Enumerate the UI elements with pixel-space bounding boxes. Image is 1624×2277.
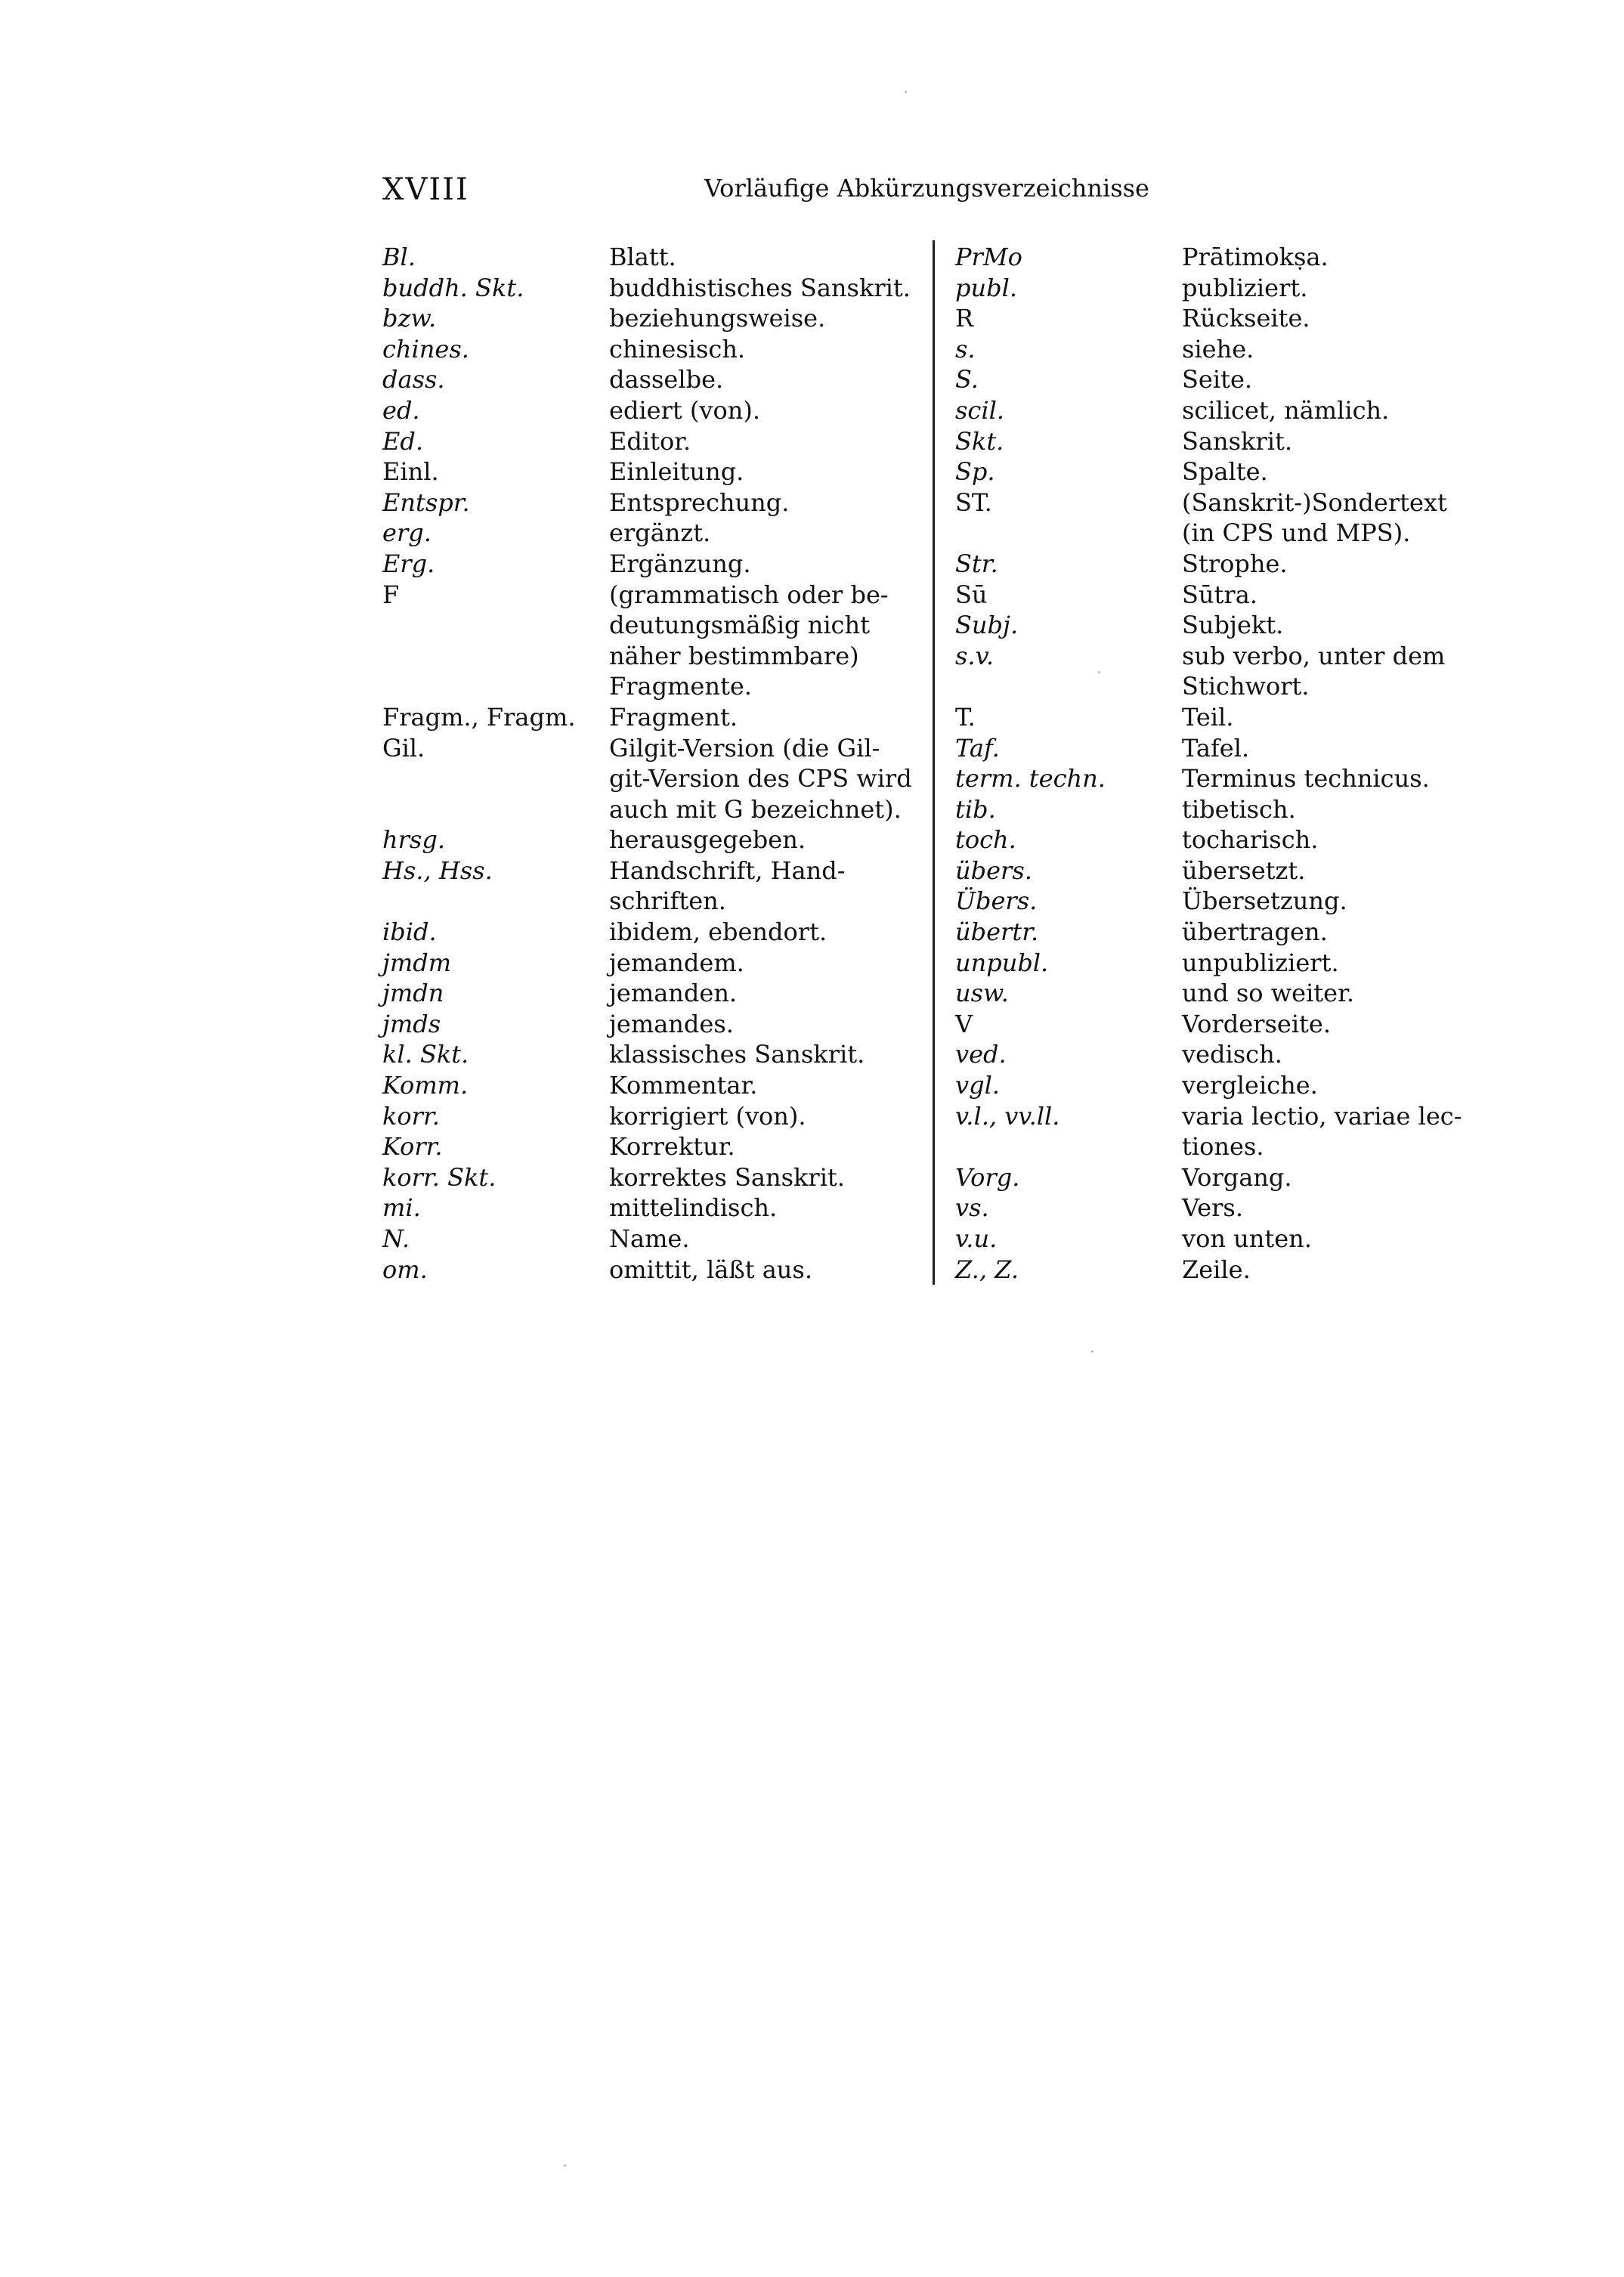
entry-expansion: Ergänzung. [609, 549, 751, 578]
entry-expansion: Handschrift, Hand- [609, 855, 846, 885]
entry-expansion: (in CPS und MPS). [1182, 518, 1411, 548]
column-divider [933, 240, 935, 1285]
entry-abbreviation: usw. [955, 979, 1009, 1008]
entry-expansion: Name. [609, 1224, 690, 1253]
entry-row [382, 303, 926, 334]
entry-expansion: Vers. [1182, 1193, 1243, 1223]
entry-abbreviation: PrMo [955, 243, 1022, 271]
entry-abbreviation: v.u. [955, 1224, 998, 1253]
entry-abbreviation: R [955, 304, 974, 333]
entry-expansion: Strophe. [1182, 549, 1288, 578]
entry-abbreviation: bzw. [382, 304, 437, 333]
entry-row [382, 549, 926, 580]
entry-expansion: Terminus technicus. [1182, 764, 1430, 794]
entry-abbreviation: scil. [955, 395, 1004, 425]
entry-expansion: Stichwort. [1182, 672, 1310, 701]
entry-row [955, 948, 1514, 979]
entry-abbreviation: ibid. [382, 917, 437, 947]
entry-row [382, 487, 926, 518]
entry-row [382, 733, 926, 764]
entry-abbreviation: Hs., Hss. [382, 855, 493, 885]
entry-expansion: Übersetzung. [1182, 886, 1347, 916]
entry-row [955, 456, 1514, 487]
entry-row [955, 1224, 1514, 1255]
entry-abbreviation: v.l., vv.ll. [955, 1101, 1060, 1131]
entry-abbreviation: Sū [955, 580, 988, 609]
entry-row [955, 763, 1514, 794]
entry-row [382, 610, 926, 641]
entry-row [955, 334, 1514, 365]
entry-abbreviation: Z., Z. [955, 1255, 1019, 1284]
entry-row [955, 487, 1514, 518]
entry-row [955, 1070, 1514, 1101]
entry-abbreviation: Sp. [955, 457, 995, 487]
entry-abbreviation: korr. Skt. [382, 1162, 496, 1192]
entry-row [382, 580, 926, 611]
entry-row [382, 1070, 926, 1101]
abbreviation-column-right [955, 242, 1514, 1285]
entry-abbreviation: Einl. [382, 457, 439, 487]
entry-abbreviation: Korr. [382, 1132, 443, 1162]
entry-expansion: Subjekt. [1182, 611, 1284, 640]
entry-abbreviation: Gil. [382, 733, 425, 763]
entry-row [382, 671, 926, 702]
entry-row [955, 1255, 1514, 1285]
entry-expansion: Teil. [1182, 702, 1234, 732]
entry-expansion: siehe. [1182, 334, 1254, 364]
entry-row [382, 242, 926, 273]
entry-expansion: schriften. [609, 886, 726, 916]
entry-expansion: Sūtra. [1182, 580, 1257, 609]
entry-expansion: Prātimokṣa. [1182, 243, 1329, 271]
entry-row [382, 1162, 926, 1193]
entry-abbreviation: vs. [955, 1193, 989, 1223]
entry-abbreviation: Taf. [955, 733, 1000, 763]
entry-row [955, 610, 1514, 641]
entry-row [955, 1101, 1514, 1132]
entry-abbreviation: ed. [382, 395, 420, 425]
entry-abbreviation: s.v. [955, 641, 995, 670]
entry-row [955, 794, 1514, 825]
entry-expansion: Vorgang. [1182, 1162, 1292, 1192]
entry-expansion: scilicet, nämlich. [1182, 395, 1390, 425]
entry-row [955, 549, 1514, 580]
entry-row [382, 794, 926, 825]
entry-row [382, 702, 926, 733]
entry-abbreviation: Bl. [382, 243, 416, 271]
entry-expansion: übersetzt. [1182, 855, 1306, 885]
entry-abbreviation: Fragm., Fragm. [382, 702, 576, 732]
entry-row [382, 886, 926, 917]
entry-row [955, 917, 1514, 948]
entry-abbreviation: N. [382, 1224, 410, 1253]
entry-row [382, 1224, 926, 1255]
entry-row [955, 824, 1514, 855]
entry-abbreviation: übertr. [955, 917, 1039, 947]
entry-abbreviation: term. techn. [955, 764, 1106, 794]
entry-expansion: tiones. [1182, 1132, 1264, 1162]
entry-abbreviation: T. [955, 702, 976, 732]
entry-row [955, 518, 1514, 549]
entry-row [955, 1039, 1514, 1070]
entry-expansion: (Sanskrit-)Sondertext [1182, 487, 1447, 517]
entry-row [382, 1193, 926, 1224]
entry-abbreviation: ved. [955, 1040, 1007, 1069]
entry-abbreviation: Vorg. [955, 1162, 1020, 1192]
scan-speck [1091, 1350, 1093, 1353]
entry-expansion: git-Version des CPS wird [609, 764, 912, 794]
entry-row [382, 273, 926, 304]
entry-row [382, 917, 926, 948]
entry-row [955, 978, 1514, 1009]
entry-row [955, 886, 1514, 917]
entry-abbreviation: jmdm [382, 948, 452, 977]
entry-abbreviation [382, 610, 609, 641]
entry-expansion: sub verbo, unter dem [1182, 641, 1446, 670]
entry-abbreviation: Übers. [955, 886, 1038, 916]
entry-abbreviation: Ed. [382, 426, 424, 456]
entry-abbreviation: buddh. Skt. [382, 273, 524, 302]
entry-row [955, 303, 1514, 334]
entry-row [955, 1131, 1514, 1162]
entry-row [382, 1039, 926, 1070]
entry-expansion: publiziert. [1182, 273, 1308, 302]
entry-expansion: übertragen. [1182, 917, 1328, 947]
entry-expansion: Gilgit-Version (die Gil- [609, 733, 880, 763]
entry-row [955, 702, 1514, 733]
entry-expansion: herausgegeben. [609, 825, 806, 855]
entry-expansion: von unten. [1182, 1224, 1312, 1253]
entry-row [382, 763, 926, 794]
entry-row [382, 1131, 926, 1162]
entry-row [382, 395, 926, 426]
entry-expansion: jemanden. [609, 979, 738, 1008]
entry-row [955, 580, 1514, 611]
entry-row [955, 242, 1514, 273]
entry-expansion: jemandes. [609, 1009, 734, 1038]
entry-expansion: unpubliziert. [1182, 948, 1339, 977]
entry-row [382, 518, 926, 549]
entry-expansion: tocharisch. [1182, 825, 1319, 855]
entry-row [382, 364, 926, 395]
entry-expansion: beziehungsweise. [609, 304, 826, 333]
entry-abbreviation: V [955, 1009, 973, 1038]
entry-expansion: Vorderseite. [1182, 1009, 1332, 1038]
entry-row [955, 426, 1514, 457]
entry-abbreviation: hrsg. [382, 825, 445, 855]
entry-row [382, 426, 926, 457]
entry-abbreviation: Komm. [382, 1071, 469, 1100]
entry-abbreviation [382, 671, 609, 702]
entry-abbreviation: übers. [955, 855, 1032, 885]
entry-abbreviation: unpubl. [955, 948, 1049, 977]
entry-abbreviation [955, 1131, 1182, 1162]
entry-expansion: Spalte. [1182, 457, 1268, 487]
entry-abbreviation: Subj. [955, 611, 1019, 640]
entry-expansion: Blatt. [609, 243, 676, 271]
entry-expansion: Zeile. [1182, 1255, 1251, 1284]
entry-abbreviation: toch. [955, 825, 1016, 855]
entry-expansion: und so weiter. [1182, 979, 1355, 1008]
entry-abbreviation: tib. [955, 794, 996, 824]
entry-expansion: deutungsmäßig nicht [609, 611, 870, 640]
entry-expansion: auch mit G bezeichnet). [609, 794, 902, 824]
entry-expansion: Fragmente. [609, 672, 752, 701]
entry-row [382, 978, 926, 1009]
entry-expansion: Seite. [1182, 365, 1253, 394]
entry-expansion: Editor. [609, 426, 691, 456]
entry-expansion: mittelindisch. [609, 1193, 778, 1223]
entry-row [382, 824, 926, 855]
entry-row [382, 1009, 926, 1040]
entry-abbreviation [955, 671, 1182, 702]
entry-abbreviation [955, 518, 1182, 549]
entry-abbreviation: korr. [382, 1101, 440, 1131]
entry-expansion: Entsprechung. [609, 487, 790, 517]
entry-expansion: Korrektur. [609, 1132, 735, 1162]
entry-expansion: tibetisch. [1182, 794, 1296, 824]
entry-expansion: korrektes Sanskrit. [609, 1162, 845, 1192]
entry-abbreviation: S. [955, 365, 979, 394]
entry-row [955, 1009, 1514, 1040]
entry-expansion: korrigiert (von). [609, 1101, 806, 1131]
entry-abbreviation: chines. [382, 334, 469, 364]
entry-row [382, 1101, 926, 1132]
entry-row [955, 1193, 1514, 1224]
entry-abbreviation [382, 763, 609, 794]
entry-row [955, 855, 1514, 886]
entry-expansion: ediert (von). [609, 395, 761, 425]
entry-expansion: ergänzt. [609, 518, 711, 548]
scan-speck [1098, 671, 1100, 673]
entry-abbreviation: s. [955, 334, 976, 364]
entry-expansion: jemandem. [609, 948, 744, 977]
entry-abbreviation: kl. Skt. [382, 1040, 469, 1069]
entry-row [382, 948, 926, 979]
abbreviation-column-left [382, 242, 926, 1285]
entry-expansion: vergleiche. [1182, 1071, 1318, 1100]
entry-abbreviation: F [382, 580, 400, 609]
entry-row [955, 395, 1514, 426]
entry-abbreviation: Erg. [382, 549, 435, 578]
entry-abbreviation: jmds [382, 1009, 441, 1038]
entry-abbreviation: mi. [382, 1193, 421, 1223]
entry-abbreviation: erg. [382, 518, 432, 548]
entry-expansion: Sanskrit. [1182, 426, 1292, 456]
entry-row [955, 641, 1514, 672]
entry-row [382, 855, 926, 886]
entry-abbreviation: dass. [382, 365, 445, 394]
entry-expansion: Rückseite. [1182, 304, 1310, 333]
running-head-title: Vorläufige Abkürzungsverzeichnisse [704, 174, 1149, 203]
entry-row [955, 364, 1514, 395]
entry-row [955, 1162, 1514, 1193]
scan-speck [905, 91, 907, 93]
entry-expansion: näher bestimmbare) [609, 641, 859, 670]
entry-expansion: chinesisch. [609, 334, 746, 364]
entry-abbreviation: Entspr. [382, 487, 470, 517]
entry-row [955, 733, 1514, 764]
scan-speck [564, 2164, 566, 2167]
entry-abbreviation: Str. [955, 549, 998, 578]
entry-abbreviation [382, 886, 609, 917]
entry-expansion: vedisch. [1182, 1040, 1282, 1069]
entry-abbreviation: ST. [955, 487, 992, 517]
entry-expansion: dasselbe. [609, 365, 724, 394]
entry-row [382, 334, 926, 365]
entry-expansion: Tafel. [1182, 733, 1250, 763]
page-number: XVIII [382, 172, 469, 207]
entry-abbreviation: publ. [955, 273, 1017, 302]
entry-abbreviation: om. [382, 1255, 428, 1284]
entry-abbreviation [382, 641, 609, 672]
entry-expansion: klassisches Sanskrit. [609, 1040, 865, 1069]
entry-expansion: Fragment. [609, 702, 738, 732]
entry-row [382, 641, 926, 672]
entry-expansion: varia lectio, variae lec- [1182, 1101, 1462, 1131]
entry-expansion: (grammatisch oder be- [609, 580, 889, 609]
entry-abbreviation: Skt. [955, 426, 1004, 456]
entry-expansion: Einleitung. [609, 457, 744, 487]
entry-expansion: Kommentar. [609, 1071, 758, 1100]
entry-abbreviation: jmdn [382, 979, 444, 1008]
entry-abbreviation [382, 794, 609, 825]
entry-row [955, 273, 1514, 304]
entry-expansion: ibidem, ebendort. [609, 917, 827, 947]
entry-expansion: buddhistisches Sanskrit. [609, 273, 911, 302]
entry-abbreviation: vgl. [955, 1071, 1000, 1100]
entry-row [955, 671, 1514, 702]
entry-row [382, 456, 926, 487]
entry-row [382, 1255, 926, 1285]
entry-expansion: omittit, läßt aus. [609, 1255, 812, 1284]
